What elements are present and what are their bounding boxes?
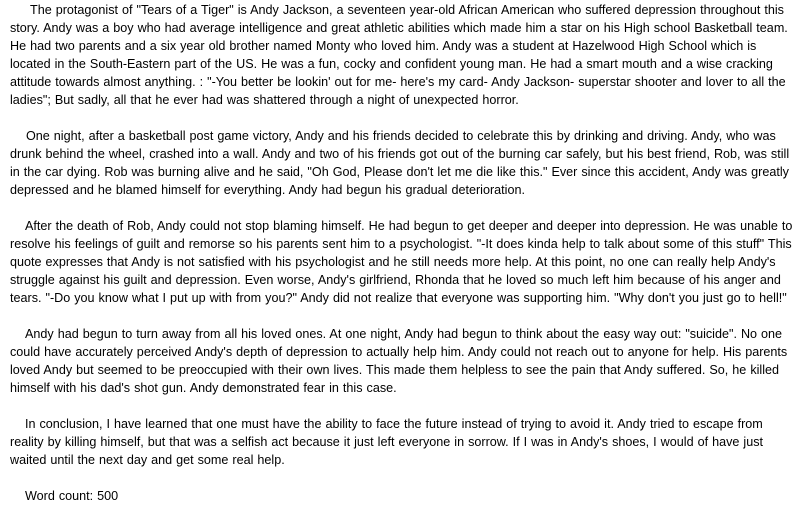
essay-paragraph-conclusion: In conclusion, I have learned that one must have the ability to face the future instead of trying to avoid it. Andy tried to escape from reality by killing himself, but that was a selfish act because it just left everyone in sorrow. If I was in Andy's shoes, I would of have just waited until the next day and get some real help. [10, 417, 763, 467]
essay-paragraph-accident: One night, after a basketball post game victory, Andy and his friends decided to celebrate this by drinking and driving. Andy, who was drunk behind the wheel, crashed into a wall. Andy and two of his friends got out of the burning car safely, but his best friend, Rob, was still in the car dying. Rob was burning alive and he said, "Oh God, Please don't let me die like this." Ever since this accident, Andy was greatly depressed and he blamed himself for everything. Andy had begun his gradual deterioration. [10, 129, 790, 197]
essay-paragraph-suicide: Andy had begun to turn away from all his loved ones. At one night, Andy had begun to think about the easy way out: "suicide". No one could have accurately perceived Andy's depth of depression to actually help him. Andy could not reach out to anyone for help. His parents loved Andy but seemed to be preoccupied with their own lives. This made them helpless to see the pain that Andy suffered. So, he killed himself with his dad's shot gun. Andy demonstrated fear in this case. [10, 327, 788, 395]
essay-paragraph-depression: After the death of Rob, Andy could not stop blaming himself. He had begun to get deeper and deeper into depression. He was unable to resolve his feelings of guilt and remorse so his parents sent him to a psychologist. "-It does kinda help to talk about some of this stuff" This quote expresses that Andy is not satisfied with his psychologist and he still needs more help. At this point, no one can really help Andy's struggle against his guilt and depression. Even worse, Andy's girlfriend, Rhonda that he loved so much left him because of his anger and tears. "-Do you know what I put up with from you?" Andy did not realize that everyone was supporting him. "Why don't you just go to hell!" [10, 219, 793, 305]
essay-document [0, 1, 794, 505]
word-count: Word count: 500 [25, 489, 119, 503]
essay-paragraph-intro: The protagonist of "Tears of a Tiger" is Andy Jackson, a seventeen year-old African American who suffered depression throughout this story. Andy was a boy who had average intelligence and great athletic abilities which made him a star on his High school Basketball team. He had two parents and a six year old brother named Monty who loved him. Andy was a student at Hazelwood High School which is located in the South-Eastern part of the US. He was a fun, cocky and confident young man. He had a smart mouth and a wise cracking attitude towards almost anything. : "-You better be lookin' out for me- here's my card- Andy Jackson- superstar shooter and lover to all the ladies"; But sadly, all that he ever had was shattered through a night of unexpected horror. [10, 3, 788, 107]
